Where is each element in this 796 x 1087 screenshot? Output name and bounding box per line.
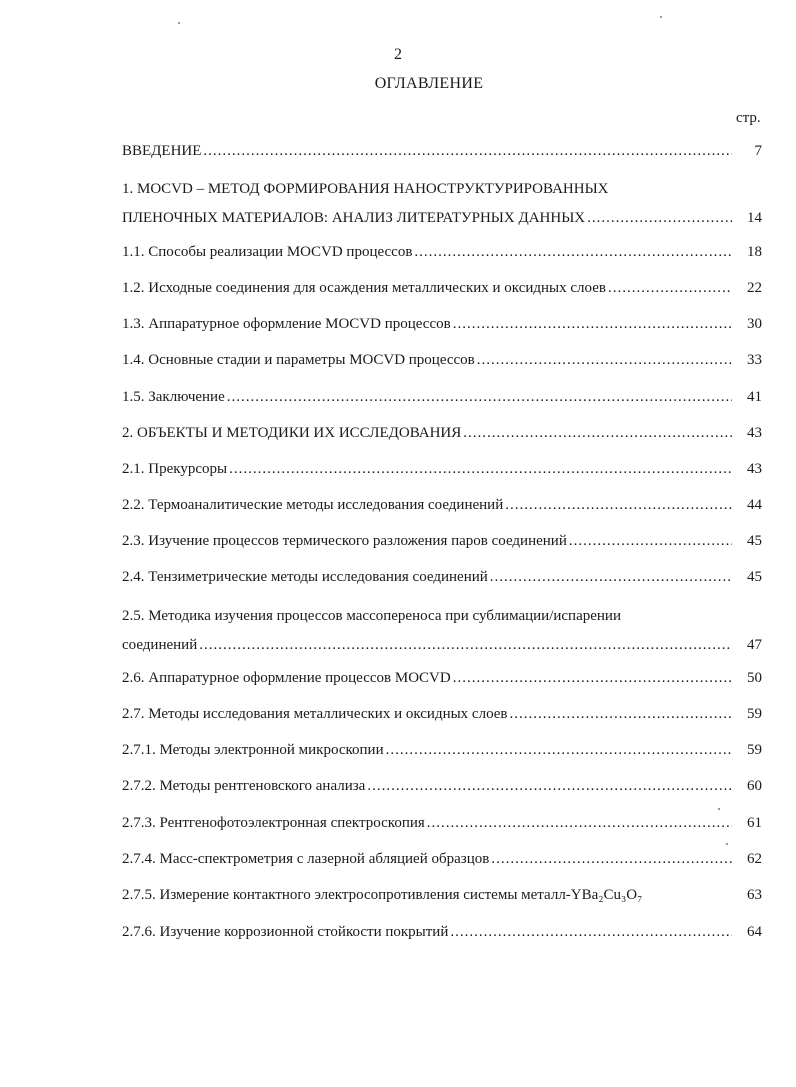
toc-entry-title: 2.7.5. Измерение контактного электросопротивления системы металл-YBa₂Cu₃O₇ <box>122 887 643 903</box>
toc-entry-title: 2.7.3. Рентгенофотоэлектронная спектроскопия <box>122 815 425 831</box>
toc-entry-page: 43 <box>747 425 762 441</box>
toc-entry-page: 59 <box>747 706 762 722</box>
toc-entry <box>122 461 762 483</box>
dot-leader <box>453 316 732 333</box>
toc-entry-page: 61 <box>747 815 762 831</box>
dot-leader <box>414 244 732 261</box>
toc-entry-title: 1.5. Заключение <box>122 389 225 405</box>
toc-entry <box>122 178 762 232</box>
dot-leader <box>490 569 732 586</box>
toc-entry-title-line1: 1. MOCVD – МЕТОД ФОРМИРОВАНИЯ НАНОСТРУКТУРИРОВАННЫХ <box>122 181 609 197</box>
toc-entry <box>122 280 762 302</box>
toc-entry-page: 47 <box>747 637 762 653</box>
toc-entry-title: 2.7.2. Методы рентгеновского анализа <box>122 778 366 794</box>
toc-entry-title: 1.4. Основные стадии и параметры MOCVD процессов <box>122 352 475 368</box>
toc-entry-title: 2.2. Термоаналитические методы исследования соединений <box>122 497 504 513</box>
toc-entry-page: 7 <box>754 143 762 159</box>
toc-entry <box>122 742 762 764</box>
toc-entry <box>122 569 762 591</box>
toc-entry-page: 22 <box>747 280 762 296</box>
toc-entry-title-line1: 2.5. Методика изучения процессов массопереноса при сублимации/испарении <box>122 608 621 624</box>
toc-entry-page: 45 <box>747 569 762 585</box>
toc-entry-page: 60 <box>747 778 762 794</box>
dot-leader <box>203 143 732 160</box>
toc-entry <box>122 778 762 800</box>
toc-entry <box>122 533 762 555</box>
toc-entry <box>122 425 762 447</box>
dot-leader <box>463 425 732 442</box>
dot-leader <box>450 924 732 941</box>
dot-leader <box>608 280 732 297</box>
toc-entry-title: 2.4. Тензиметрические методы исследования соединений <box>122 569 488 585</box>
toc-entry-title: 2.7.6. Изучение коррозионной стойкости покрытий <box>122 924 449 940</box>
toc-entry-title: 1.3. Аппаратурное оформление MOCVD процессов <box>122 316 451 332</box>
toc-entry-page: 33 <box>747 352 762 368</box>
toc-entry-page: 63 <box>747 887 762 903</box>
toc-entry-page: 18 <box>747 244 762 260</box>
toc-entry-page: 59 <box>747 742 762 758</box>
toc-entry <box>122 815 762 837</box>
toc-entry-title: 2.6. Аппаратурное оформление процессов MOCVD <box>122 670 451 686</box>
toc-entry-page: 44 <box>747 497 762 513</box>
dot-leader <box>491 851 732 868</box>
toc-entry <box>122 605 762 659</box>
toc-entry-page: 64 <box>747 924 762 940</box>
toc-entry-title: 2.1. Прекурсоры <box>122 461 228 477</box>
dot-leader <box>477 352 732 369</box>
toc-entry-title: 2.7. Методы исследования металлических и оксидных слоев <box>122 706 508 722</box>
page-number: 2 <box>394 46 402 63</box>
dot-leader <box>199 637 732 654</box>
toc-entry-title: 1.2. Исходные соединения для осаждения металлических и оксидных слоев <box>122 280 606 296</box>
scan-speck <box>660 16 662 18</box>
scan-speck <box>718 808 720 810</box>
toc-entry-title: 2.3. Изучение процессов термического разложения паров соединений <box>122 533 567 549</box>
dot-leader <box>569 533 732 550</box>
toc-entry-title: ВВЕДЕНИЕ <box>122 143 202 159</box>
toc-entry-page: 62 <box>747 851 762 867</box>
toc-entry-page: 43 <box>747 461 762 477</box>
toc-entry <box>122 670 762 692</box>
toc-entry-page: 50 <box>747 670 762 686</box>
toc-entry <box>122 352 762 374</box>
toc-entry-title: ПЛЕНОЧНЫХ МАТЕРИАЛОВ: АНАЛИЗ ЛИТЕРАТУРНЫХ ДАННЫХ <box>122 210 586 226</box>
scan-speck <box>726 843 728 845</box>
toc-entry <box>122 143 762 165</box>
toc-entry-title: 2.7.1. Методы электронной микроскопии <box>122 742 384 758</box>
toc-entry-page: 45 <box>747 533 762 549</box>
toc-entry-title: соединений <box>122 637 198 653</box>
toc-entry-page: 41 <box>747 389 762 405</box>
dot-leader <box>505 497 732 514</box>
toc-entry <box>122 706 762 728</box>
toc-entry <box>122 389 762 411</box>
page-title: ОГЛАВЛЕНИЕ <box>374 75 484 92</box>
toc-entry-title: 2. ОБЪЕКТЫ И МЕТОДИКИ ИХ ИССЛЕДОВАНИЯ <box>122 425 462 441</box>
toc-entry <box>122 887 762 909</box>
toc-entry <box>122 316 762 338</box>
dot-leader <box>453 670 732 687</box>
dot-leader <box>510 706 732 723</box>
toc-entry-page: 30 <box>747 316 762 332</box>
dot-leader <box>427 815 732 832</box>
dot-leader <box>367 778 732 795</box>
toc-entry <box>122 497 762 519</box>
dot-leader <box>227 389 732 406</box>
toc-entry <box>122 244 762 266</box>
scan-speck <box>178 22 180 24</box>
toc-entry-title: 1.1. Способы реализации MOCVD процессов <box>122 244 413 260</box>
page-column-label: стр. <box>736 110 761 126</box>
dot-leader <box>587 210 732 227</box>
toc-entry <box>122 924 762 946</box>
dot-leader <box>229 461 732 478</box>
dot-leader <box>386 742 732 759</box>
toc-entry-page: 14 <box>747 210 762 226</box>
toc-entry <box>122 851 762 873</box>
toc-entry-title: 2.7.4. Масс-спектрометрия с лазерной абляцией образцов <box>122 851 490 867</box>
